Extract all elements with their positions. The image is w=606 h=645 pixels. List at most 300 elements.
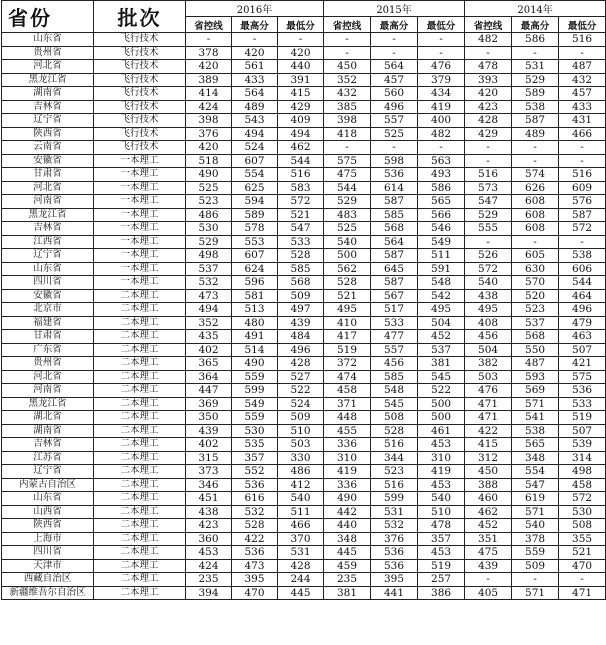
- max-score-2014-cell: 509: [512, 559, 559, 573]
- min-score-2016-cell: 439: [278, 316, 324, 330]
- max-score-2014-cell: 568: [512, 330, 559, 344]
- province-cell: 北京市: [2, 303, 94, 317]
- min-score-2016-cell: 370: [278, 532, 324, 546]
- min-score-2015-cell: 504: [418, 316, 465, 330]
- table-row: [2, 397, 606, 411]
- control-line-2015-cell: 417: [324, 330, 371, 344]
- batch-cell: 二本理工: [94, 424, 186, 438]
- table-row: [2, 87, 606, 101]
- table-row: [2, 586, 606, 600]
- province-cell: 福建省: [2, 316, 94, 330]
- min-score-2014-cell: 464: [559, 289, 606, 303]
- batch-cell: 二本理工: [94, 546, 186, 560]
- max-score-2014-cell: 570: [512, 276, 559, 290]
- province-cell: 吉林省: [2, 100, 94, 114]
- control-line-2014-cell: 420: [465, 87, 512, 101]
- min-score-2016-cell: 409: [278, 114, 324, 128]
- max-score-2014-cell: 520: [512, 289, 559, 303]
- min-score-2015-cell: 419: [418, 100, 465, 114]
- control-line-2016-cell: 530: [186, 222, 232, 236]
- control-line-2016-cell: 435: [186, 330, 232, 344]
- max-score-2016-cell: 489: [232, 100, 278, 114]
- max-score-2014-cell: 541: [512, 411, 559, 425]
- min-score-2016-cell: 466: [278, 519, 324, 533]
- control-line-2015-cell: 544: [324, 181, 371, 195]
- max-score-2016-cell: 549: [232, 397, 278, 411]
- batch-cell: 飞行技术: [94, 100, 186, 114]
- control-line-2014-cell: 460: [465, 492, 512, 506]
- control-line-2016-cell: 402: [186, 343, 232, 357]
- max-score-2015-cell: 587: [371, 249, 418, 263]
- control-line-2016-cell: 486: [186, 208, 232, 222]
- control-line-2015-cell: 500: [324, 249, 371, 263]
- min-score-2014-cell: 432: [559, 73, 606, 87]
- control-line-2015-cell: 540: [324, 235, 371, 249]
- batch-cell: 二本理工: [94, 438, 186, 452]
- max-score-2016-cell: -: [232, 33, 278, 47]
- control-line-2015-cell: 495: [324, 303, 371, 317]
- control-line-2014-cell: 516: [465, 168, 512, 182]
- min-score-2016-cell: 583: [278, 181, 324, 195]
- max-score-2015-cell: 560: [371, 87, 418, 101]
- max-score-2014-cell: 489: [512, 127, 559, 141]
- max-score-2014-cell: 587: [512, 114, 559, 128]
- year-header-2016: 2016年: [186, 1, 324, 17]
- max-score-2015-cell: 599: [371, 492, 418, 506]
- sub-header-min-score: 最低分: [559, 17, 606, 33]
- table-row: [2, 343, 606, 357]
- max-score-2016-cell: 536: [232, 546, 278, 560]
- min-score-2014-cell: 538: [559, 249, 606, 263]
- control-line-2014-cell: 478: [465, 60, 512, 74]
- control-line-2016-cell: 453: [186, 546, 232, 560]
- control-line-2016-cell: 424: [186, 559, 232, 573]
- batch-cell: 二本理工: [94, 303, 186, 317]
- table-row: [2, 303, 606, 317]
- control-line-2014-cell: 450: [465, 465, 512, 479]
- min-score-2014-cell: 421: [559, 357, 606, 371]
- max-score-2014-cell: 550: [512, 343, 559, 357]
- max-score-2014-cell: 378: [512, 532, 559, 546]
- max-score-2016-cell: 564: [232, 87, 278, 101]
- province-cell: 湖南省: [2, 424, 94, 438]
- min-score-2014-cell: -: [559, 141, 606, 155]
- max-score-2015-cell: 545: [371, 397, 418, 411]
- control-line-2014-cell: 423: [465, 100, 512, 114]
- max-score-2015-cell: -: [371, 33, 418, 47]
- table-row: [2, 249, 606, 263]
- control-line-2014-cell: 393: [465, 73, 512, 87]
- min-score-2016-cell: 527: [278, 370, 324, 384]
- min-score-2015-cell: 495: [418, 303, 465, 317]
- min-score-2015-cell: 511: [418, 249, 465, 263]
- batch-cell: 飞行技术: [94, 87, 186, 101]
- province-cell: 河南省: [2, 384, 94, 398]
- table-row: [2, 262, 606, 276]
- min-score-2014-cell: 572: [559, 222, 606, 236]
- control-line-2015-cell: 475: [324, 168, 371, 182]
- sub-header-min-score: 最低分: [418, 17, 465, 33]
- min-score-2015-cell: -: [418, 33, 465, 47]
- max-score-2015-cell: 523: [371, 465, 418, 479]
- control-line-2014-cell: 428: [465, 114, 512, 128]
- batch-cell: 一本理工: [94, 181, 186, 195]
- min-score-2014-cell: 458: [559, 478, 606, 492]
- max-score-2016-cell: 422: [232, 532, 278, 546]
- min-score-2016-cell: 496: [278, 343, 324, 357]
- min-score-2014-cell: 575: [559, 370, 606, 384]
- min-score-2015-cell: 586: [418, 181, 465, 195]
- min-score-2014-cell: 508: [559, 519, 606, 533]
- control-line-2016-cell: 423: [186, 519, 232, 533]
- control-line-2015-cell: 418: [324, 127, 371, 141]
- max-score-2014-cell: 630: [512, 262, 559, 276]
- control-line-2014-cell: 429: [465, 127, 512, 141]
- control-line-2016-cell: 494: [186, 303, 232, 317]
- max-score-2016-cell: 535: [232, 438, 278, 452]
- min-score-2016-cell: 585: [278, 262, 324, 276]
- min-score-2014-cell: 471: [559, 586, 606, 600]
- table-row: [2, 222, 606, 236]
- control-line-2016-cell: 498: [186, 249, 232, 263]
- table-row: [2, 33, 606, 47]
- min-score-2014-cell: 519: [559, 411, 606, 425]
- province-header: 省份: [2, 1, 94, 33]
- max-score-2016-cell: 625: [232, 181, 278, 195]
- control-line-2014-cell: 573: [465, 181, 512, 195]
- max-score-2015-cell: 395: [371, 573, 418, 587]
- control-line-2016-cell: 420: [186, 141, 232, 155]
- min-score-2014-cell: 539: [559, 438, 606, 452]
- batch-header: 批次: [94, 1, 186, 33]
- max-score-2015-cell: 548: [371, 384, 418, 398]
- min-score-2016-cell: 509: [278, 411, 324, 425]
- min-score-2016-cell: 516: [278, 168, 324, 182]
- min-score-2015-cell: 381: [418, 357, 465, 371]
- min-score-2015-cell: -: [418, 141, 465, 155]
- control-line-2014-cell: -: [465, 141, 512, 155]
- control-line-2016-cell: 389: [186, 73, 232, 87]
- min-score-2015-cell: 386: [418, 586, 465, 600]
- max-score-2014-cell: 559: [512, 546, 559, 560]
- min-score-2015-cell: 549: [418, 235, 465, 249]
- control-line-2015-cell: 528: [324, 276, 371, 290]
- batch-cell: 二本理工: [94, 289, 186, 303]
- control-line-2015-cell: 490: [324, 492, 371, 506]
- min-score-2016-cell: 244: [278, 573, 324, 587]
- min-score-2014-cell: 609: [559, 181, 606, 195]
- control-line-2015-cell: 432: [324, 87, 371, 101]
- control-line-2016-cell: 402: [186, 438, 232, 452]
- min-score-2014-cell: 544: [559, 276, 606, 290]
- min-score-2016-cell: 440: [278, 60, 324, 74]
- min-score-2015-cell: 452: [418, 330, 465, 344]
- min-score-2016-cell: 428: [278, 357, 324, 371]
- max-score-2015-cell: 525: [371, 127, 418, 141]
- province-cell: 河北省: [2, 60, 94, 74]
- max-score-2015-cell: 567: [371, 289, 418, 303]
- control-line-2015-cell: 235: [324, 573, 371, 587]
- batch-cell: 二本理工: [94, 316, 186, 330]
- min-score-2015-cell: 563: [418, 154, 465, 168]
- table-row: [2, 276, 606, 290]
- min-score-2016-cell: 510: [278, 424, 324, 438]
- max-score-2015-cell: 516: [371, 438, 418, 452]
- province-cell: 安徽省: [2, 289, 94, 303]
- control-line-2014-cell: 382: [465, 357, 512, 371]
- max-score-2016-cell: 553: [232, 235, 278, 249]
- min-score-2015-cell: 522: [418, 384, 465, 398]
- province-cell: 安徽省: [2, 154, 94, 168]
- control-line-2015-cell: 381: [324, 586, 371, 600]
- batch-cell: 二本理工: [94, 330, 186, 344]
- control-line-2015-cell: 398: [324, 114, 371, 128]
- province-cell: 辽宁省: [2, 114, 94, 128]
- max-score-2016-cell: 554: [232, 168, 278, 182]
- max-score-2014-cell: 608: [512, 195, 559, 209]
- table-row: [2, 370, 606, 384]
- max-score-2014-cell: 608: [512, 208, 559, 222]
- control-line-2014-cell: 504: [465, 343, 512, 357]
- max-score-2015-cell: -: [371, 141, 418, 155]
- table-row: [2, 465, 606, 479]
- sub-header-max-score: 最高分: [371, 17, 418, 33]
- min-score-2015-cell: 310: [418, 451, 465, 465]
- control-line-2015-cell: 448: [324, 411, 371, 425]
- control-line-2016-cell: 364: [186, 370, 232, 384]
- max-score-2014-cell: 538: [512, 424, 559, 438]
- year-header-2015: 2015年: [324, 1, 465, 17]
- min-score-2015-cell: 357: [418, 532, 465, 546]
- min-score-2016-cell: 412: [278, 478, 324, 492]
- max-score-2015-cell: 564: [371, 60, 418, 74]
- max-score-2014-cell: -: [512, 573, 559, 587]
- max-score-2016-cell: 624: [232, 262, 278, 276]
- min-score-2015-cell: 540: [418, 492, 465, 506]
- min-score-2016-cell: 486: [278, 465, 324, 479]
- control-line-2016-cell: 451: [186, 492, 232, 506]
- max-score-2014-cell: 487: [512, 357, 559, 371]
- max-score-2016-cell: 607: [232, 249, 278, 263]
- control-line-2016-cell: 532: [186, 276, 232, 290]
- max-score-2015-cell: 528: [371, 424, 418, 438]
- province-cell: 陕西省: [2, 127, 94, 141]
- control-line-2016-cell: 346: [186, 478, 232, 492]
- province-cell: 山西省: [2, 505, 94, 519]
- min-score-2014-cell: -: [559, 154, 606, 168]
- province-cell: 内蒙古自治区: [2, 478, 94, 492]
- max-score-2016-cell: 578: [232, 222, 278, 236]
- table-row: [2, 505, 606, 519]
- min-score-2016-cell: 428: [278, 559, 324, 573]
- province-cell: 吉林省: [2, 222, 94, 236]
- control-line-2016-cell: 235: [186, 573, 232, 587]
- batch-cell: 二本理工: [94, 573, 186, 587]
- max-score-2015-cell: 587: [371, 276, 418, 290]
- control-line-2016-cell: 529: [186, 235, 232, 249]
- batch-cell: 一本理工: [94, 208, 186, 222]
- table-row: [2, 141, 606, 155]
- max-score-2015-cell: 531: [371, 505, 418, 519]
- max-score-2015-cell: 516: [371, 478, 418, 492]
- max-score-2014-cell: -: [512, 235, 559, 249]
- control-line-2015-cell: 385: [324, 100, 371, 114]
- province-cell: 河北省: [2, 181, 94, 195]
- max-score-2016-cell: 473: [232, 559, 278, 573]
- batch-cell: 一本理工: [94, 168, 186, 182]
- control-line-2016-cell: 398: [186, 114, 232, 128]
- max-score-2014-cell: 540: [512, 519, 559, 533]
- max-score-2016-cell: 594: [232, 195, 278, 209]
- province-cell: 新疆维吾尔自治区: [2, 586, 94, 600]
- max-score-2015-cell: 344: [371, 451, 418, 465]
- table-row: [2, 235, 606, 249]
- control-line-2015-cell: 459: [324, 559, 371, 573]
- max-score-2016-cell: 530: [232, 424, 278, 438]
- sub-header-max-score: 最高分: [232, 17, 278, 33]
- min-score-2015-cell: -: [418, 46, 465, 60]
- control-line-2015-cell: 348: [324, 532, 371, 546]
- table-row: [2, 478, 606, 492]
- max-score-2015-cell: 645: [371, 262, 418, 276]
- max-score-2015-cell: 585: [371, 370, 418, 384]
- max-score-2015-cell: 532: [371, 519, 418, 533]
- max-score-2015-cell: 564: [371, 235, 418, 249]
- province-cell: 黑龙江省: [2, 397, 94, 411]
- control-line-2014-cell: 495: [465, 303, 512, 317]
- province-cell: 西藏自治区: [2, 573, 94, 587]
- sub-header-control-line: 省控线: [465, 17, 512, 33]
- control-line-2016-cell: 373: [186, 465, 232, 479]
- table-body: [2, 33, 606, 600]
- batch-cell: 二本理工: [94, 478, 186, 492]
- province-cell: 江西省: [2, 235, 94, 249]
- control-line-2016-cell: 350: [186, 411, 232, 425]
- province-cell: 湖南省: [2, 87, 94, 101]
- control-line-2014-cell: 476: [465, 384, 512, 398]
- table-header: [2, 1, 606, 33]
- max-score-2014-cell: 574: [512, 168, 559, 182]
- control-line-2015-cell: 562: [324, 262, 371, 276]
- control-line-2014-cell: 312: [465, 451, 512, 465]
- province-cell: 河南省: [2, 195, 94, 209]
- max-score-2016-cell: 581: [232, 289, 278, 303]
- table-row: [2, 330, 606, 344]
- admission-score-table: [1, 0, 606, 600]
- max-score-2016-cell: 470: [232, 586, 278, 600]
- max-score-2014-cell: 589: [512, 87, 559, 101]
- control-line-2016-cell: 473: [186, 289, 232, 303]
- control-line-2016-cell: 365: [186, 357, 232, 371]
- province-cell: 云南省: [2, 141, 94, 155]
- batch-cell: 二本理工: [94, 451, 186, 465]
- control-line-2014-cell: 529: [465, 208, 512, 222]
- batch-cell: 二本理工: [94, 519, 186, 533]
- control-line-2014-cell: 405: [465, 586, 512, 600]
- table-row: [2, 546, 606, 560]
- table-row: [2, 289, 606, 303]
- batch-cell: 二本理工: [94, 397, 186, 411]
- min-score-2014-cell: 498: [559, 465, 606, 479]
- min-score-2015-cell: 453: [418, 478, 465, 492]
- province-cell: 贵州省: [2, 357, 94, 371]
- max-score-2014-cell: 571: [512, 397, 559, 411]
- control-line-2015-cell: 310: [324, 451, 371, 465]
- control-line-2016-cell: 424: [186, 100, 232, 114]
- max-score-2014-cell: 605: [512, 249, 559, 263]
- province-cell: 湖北省: [2, 411, 94, 425]
- batch-cell: 二本理工: [94, 411, 186, 425]
- min-score-2015-cell: 545: [418, 370, 465, 384]
- min-score-2016-cell: 462: [278, 141, 324, 155]
- max-score-2016-cell: 494: [232, 127, 278, 141]
- batch-cell: 一本理工: [94, 222, 186, 236]
- control-line-2014-cell: 462: [465, 505, 512, 519]
- max-score-2015-cell: 585: [371, 208, 418, 222]
- province-cell: 四川省: [2, 276, 94, 290]
- control-line-2015-cell: 525: [324, 222, 371, 236]
- control-line-2014-cell: -: [465, 46, 512, 60]
- min-score-2016-cell: 511: [278, 505, 324, 519]
- batch-cell: 一本理工: [94, 235, 186, 249]
- control-line-2014-cell: 415: [465, 438, 512, 452]
- min-score-2014-cell: 587: [559, 208, 606, 222]
- province-cell: 辽宁省: [2, 249, 94, 263]
- batch-cell: 二本理工: [94, 492, 186, 506]
- control-line-2015-cell: -: [324, 141, 371, 155]
- min-score-2016-cell: 429: [278, 100, 324, 114]
- control-line-2016-cell: 360: [186, 532, 232, 546]
- min-score-2015-cell: 510: [418, 505, 465, 519]
- min-score-2014-cell: 521: [559, 546, 606, 560]
- max-score-2016-cell: 513: [232, 303, 278, 317]
- max-score-2015-cell: 614: [371, 181, 418, 195]
- min-score-2015-cell: 565: [418, 195, 465, 209]
- max-score-2014-cell: 626: [512, 181, 559, 195]
- sub-header-control-line: 省控线: [324, 17, 371, 33]
- max-score-2016-cell: 491: [232, 330, 278, 344]
- control-line-2015-cell: 483: [324, 208, 371, 222]
- min-score-2016-cell: 528: [278, 249, 324, 263]
- min-score-2016-cell: 524: [278, 397, 324, 411]
- max-score-2016-cell: 599: [232, 384, 278, 398]
- min-score-2014-cell: -: [559, 573, 606, 587]
- max-score-2015-cell: 517: [371, 303, 418, 317]
- control-line-2015-cell: 352: [324, 73, 371, 87]
- table-row: [2, 100, 606, 114]
- control-line-2015-cell: 371: [324, 397, 371, 411]
- max-score-2015-cell: 536: [371, 168, 418, 182]
- max-score-2016-cell: 514: [232, 343, 278, 357]
- batch-cell: 二本理工: [94, 505, 186, 519]
- table-row: [2, 532, 606, 546]
- max-score-2014-cell: 523: [512, 303, 559, 317]
- control-line-2016-cell: -: [186, 33, 232, 47]
- control-line-2015-cell: 458: [324, 384, 371, 398]
- control-line-2016-cell: 523: [186, 195, 232, 209]
- max-score-2016-cell: 559: [232, 370, 278, 384]
- min-score-2016-cell: 522: [278, 384, 324, 398]
- max-score-2016-cell: 395: [232, 573, 278, 587]
- min-score-2015-cell: 591: [418, 262, 465, 276]
- min-score-2014-cell: 496: [559, 303, 606, 317]
- max-score-2016-cell: 561: [232, 60, 278, 74]
- min-score-2015-cell: 461: [418, 424, 465, 438]
- min-score-2015-cell: 537: [418, 343, 465, 357]
- control-line-2016-cell: 376: [186, 127, 232, 141]
- batch-cell: 二本理工: [94, 343, 186, 357]
- province-cell: 甘肃省: [2, 168, 94, 182]
